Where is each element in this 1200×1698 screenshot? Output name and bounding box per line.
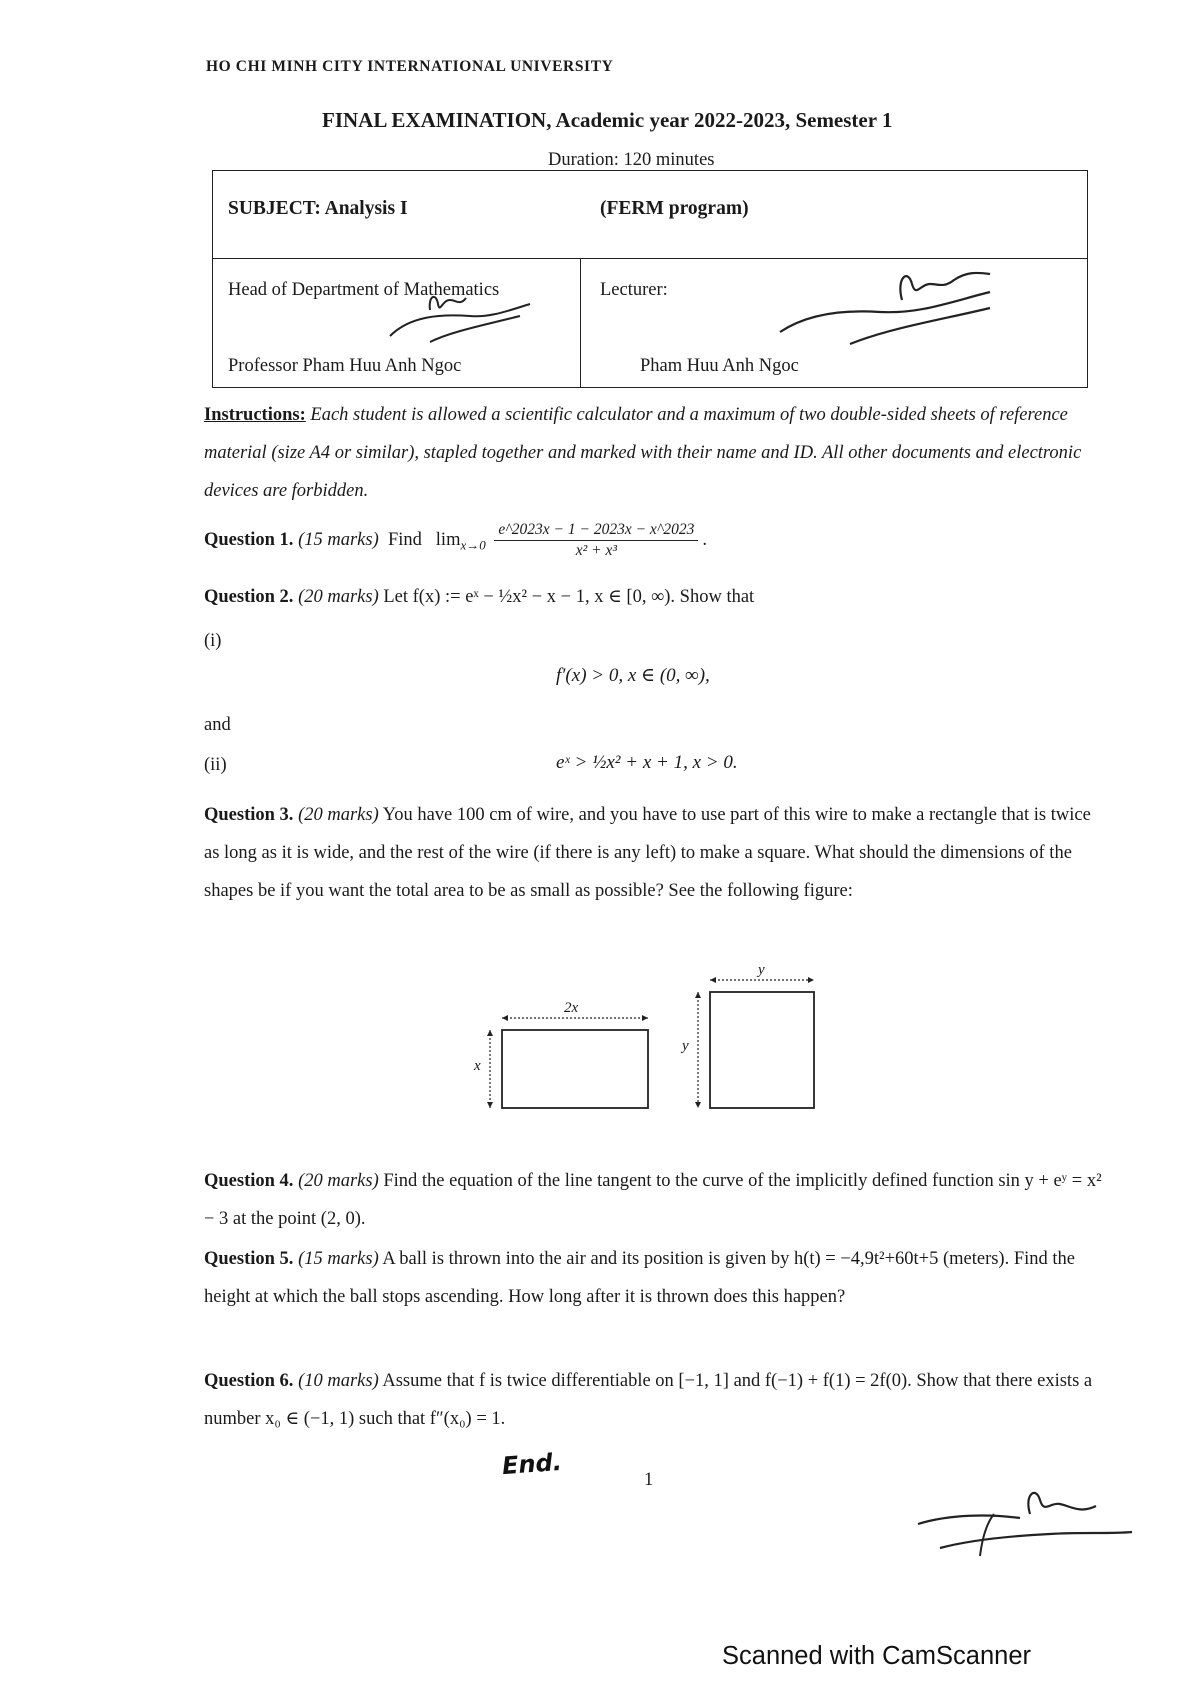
square-shape xyxy=(710,992,814,1108)
question-4-marks: (20 marks) xyxy=(298,1171,379,1191)
lecturer-label: Lecturer: xyxy=(600,280,668,300)
footer-signature xyxy=(910,1484,1140,1564)
question-4 xyxy=(204,1162,1104,1238)
question-1: Question 1. (15 marks) Find $\lim_{x\to 0}$ $\frac{e\^{}2023x - 1 - 2023x - x\^{}2023}{\text{x² + x³}}$ . xyxy=(204,521,707,559)
question-3-marks: (20 marks) xyxy=(298,805,379,825)
exam-title: FINAL EXAMINATION, Academic year 2022-2023, Semester 1 xyxy=(322,108,893,132)
question-1-text: Find xyxy=(387,529,422,550)
question-1-denominator: x² + x³ xyxy=(575,542,617,559)
question-2-part-2-label: (ii) xyxy=(204,755,227,775)
question-3-heading: Question 3. xyxy=(204,805,294,825)
rectangle-width-label: 2x xyxy=(564,1000,579,1016)
question-2-marks: (20 marks) xyxy=(298,587,379,607)
end-mark: End. xyxy=(501,1447,563,1481)
question-6-text: Assume that f is twice differentiable on [−1, 1] and f(−1) + f(1) = 2f(0). Show that there exists a number x₀ ∈ (−1, 1) such that f″(x₀) = 1. xyxy=(204,1371,1093,1429)
exam-duration: Duration: 120 minutes xyxy=(548,150,715,170)
question-2-heading: Question 2. xyxy=(204,587,294,607)
question-4-heading: Question 4. xyxy=(204,1171,294,1191)
program-label: (FERM program) xyxy=(600,198,749,219)
question-2-text: Let f(x) := eˣ − ½x² − x − 1, x ∈ [0, ∞). Show that xyxy=(383,587,755,607)
info-box-column-divider xyxy=(580,258,581,388)
question-1-limit-sub: x→0 xyxy=(460,537,486,553)
info-box-divider xyxy=(212,258,1088,259)
question-2-part-1-equation: f′(x) > 0, x ∈ (0, ∞), xyxy=(556,665,710,686)
square-height-label: y xyxy=(682,1038,689,1054)
question-4-text: Find the equation of the line tangent to the curve of the implicitly defined function sin y + eʸ = x² − 3 at the point (2, 0). xyxy=(204,1171,1102,1229)
question-3-text: You have 100 cm of wire, and you have to use part of this wire to make a rectangle that is twice as long as it is wide, and the rest of the wire (if there is any left) to make a square. What should the dimensions of the shapes be if you want the total area to be as small as possible? See the following figure: xyxy=(204,805,1091,901)
question-1-heading: Question 1. xyxy=(204,529,294,550)
question-1-marks: (15 marks) xyxy=(298,529,379,550)
question-5-marks: (15 marks) xyxy=(298,1249,379,1269)
question-2-part-2-equation: eˣ > ½x² + x + 1, x > 0. xyxy=(556,752,738,773)
question-2-part-1-label: (i) xyxy=(204,631,222,651)
head-of-department-name: Professor Pham Huu Anh Ngoc xyxy=(228,356,462,376)
instructions-label: Instructions: xyxy=(204,405,306,425)
rectangle-height-label: x xyxy=(474,1058,481,1074)
question-6-marks: (10 marks) xyxy=(298,1371,379,1391)
question-3 xyxy=(204,796,1104,910)
question-6 xyxy=(204,1362,1104,1438)
instructions-text: Each student is allowed a scientific calculator and a maximum of two double-sided sheets of reference material (size A4 or similar), stapled together and marked with their name and ID. All other documents and electronic devices are forbidden. xyxy=(204,405,1082,501)
question-5-text: A ball is thrown into the air and its position is given by h(t) = −4,9t²+60t+5 (meters). Find the height at which the ball stops ascending. How long after it is thrown does this happen? xyxy=(204,1249,1076,1307)
rectangle-shape xyxy=(502,1030,648,1108)
head-signature xyxy=(370,286,540,356)
question-1-fraction xyxy=(494,520,698,561)
question-2-and: and xyxy=(204,715,231,735)
page-number: 1 xyxy=(644,1470,654,1490)
subject-label: SUBJECT: Analysis I xyxy=(228,198,408,219)
university-name: HO CHI MINH CITY INTERNATIONAL UNIVERSITY xyxy=(206,58,614,75)
square-width-label: y xyxy=(758,962,765,978)
question-5 xyxy=(204,1240,1104,1316)
camscanner-watermark: Scanned with CamScanner xyxy=(722,1642,1032,1670)
lecturer-name: Pham Huu Anh Ngoc xyxy=(640,356,799,376)
question-2 xyxy=(204,578,1104,616)
question-1-numerator: e^2023x − 1 − 2023x − x^2023 xyxy=(494,520,698,541)
question-1-limit: lim xyxy=(435,529,461,550)
question-6-heading: Question 6. xyxy=(204,1371,294,1391)
lecturer-signature xyxy=(770,262,1000,352)
question-5-heading: Question 5. xyxy=(204,1249,294,1269)
wire-figure xyxy=(460,960,840,1110)
instructions xyxy=(204,396,1104,510)
head-of-department-label: Head of Department of Mathematics xyxy=(228,280,500,300)
